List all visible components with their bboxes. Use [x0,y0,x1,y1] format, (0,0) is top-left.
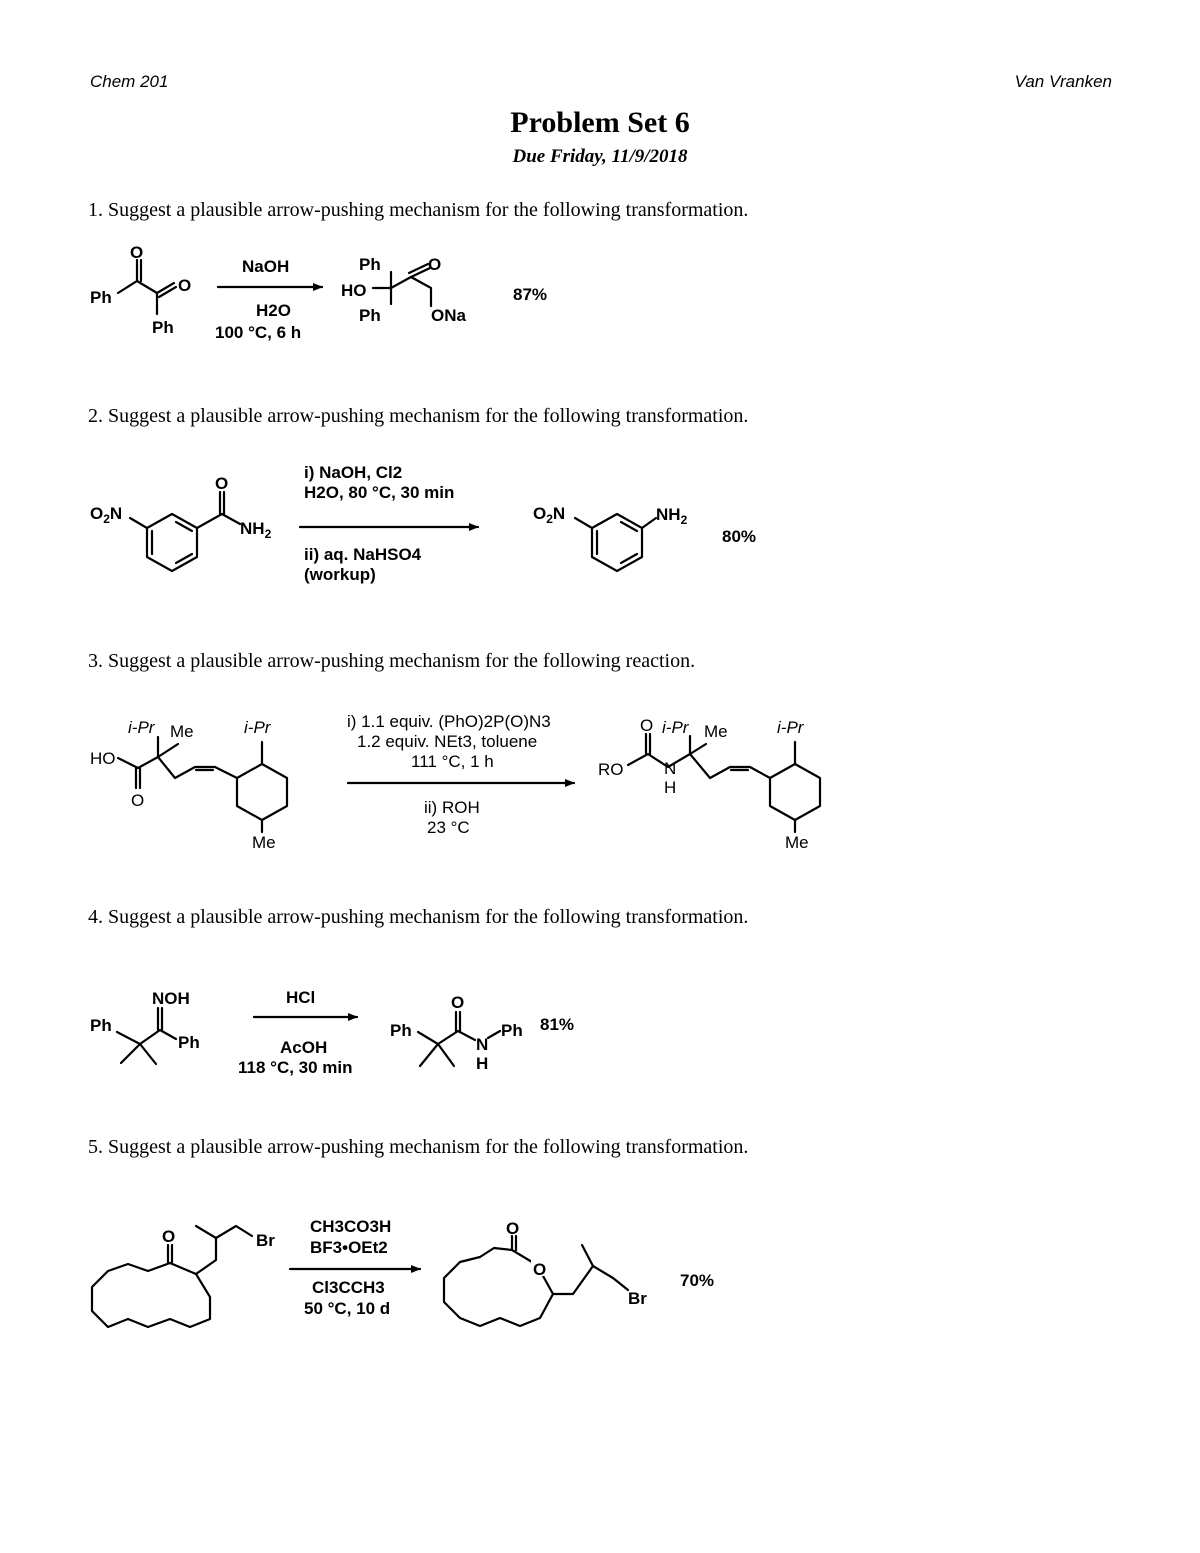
carboxylic-acid-structure [90,718,287,852]
reaction-5 [92,1217,714,1327]
reagent: 50 °C, 10 d [304,1299,391,1318]
atom-label: $O_2N$ [90,504,123,526]
atom-label: Ph [90,288,112,307]
amide-structure [390,993,523,1073]
atom-label: Ph [90,1016,112,1035]
reagent: Cl3CCH3 [312,1278,385,1297]
atom-label: Ph [501,1021,523,1040]
atom-label: $NH_2$ [656,505,688,527]
reagent: 23 °C [427,818,470,837]
atom-label: O [640,716,654,735]
atom-label: Ph [359,255,381,274]
atom-label: i-Pr [244,718,271,737]
reagent: (workup) [304,565,376,584]
nitroaniline-structure [533,504,688,571]
reagent: CH3CO3H [310,1217,392,1236]
reagent: H2O, 80 °C, 30 min [304,483,455,502]
page-title: Problem Set 6 [510,106,690,139]
atom-label: O [215,474,229,493]
atom-label: O [130,243,144,262]
atom-label: N [664,759,677,778]
atom-label: Ph [390,1021,412,1040]
atom-label: Me [704,722,728,741]
problem-1-text: 1. Suggest a plausible arrow-pushing mechanism for the following transformation. [88,199,749,221]
reagent: 100 °C, 6 h [215,323,302,342]
atom-label: H [664,778,677,797]
author-header: Van Vranken [1014,72,1112,91]
yield: 81% [540,1015,575,1034]
atom-label: ONa [431,306,466,325]
atom-label: HO [90,749,116,768]
carbamate-structure [598,716,820,852]
atom-label: O [451,993,465,1012]
reagent: BF3•OEt2 [310,1238,388,1257]
reagent: i) NaOH, Cl2 [304,463,403,482]
atom-label: O [533,1260,547,1279]
reaction-3 [90,712,820,852]
due-date: Due Friday, 11/9/2018 [512,146,688,167]
reagent: 111 °C, 1 h [411,752,494,771]
sodium-benzilate-structure [341,255,467,325]
reagent: 118 °C, 30 min [238,1058,353,1077]
reagent: i) 1.1 equiv. (PhO)2P(O)N3 [347,712,551,731]
atom-label: Me [170,722,194,741]
reaction-2 [90,463,756,584]
benzil-structure [90,243,191,337]
atom-label: O [506,1219,520,1238]
lactone-structure [444,1219,647,1326]
cyclododecanone-structure [92,1226,275,1327]
atom-label: Ph [152,318,174,337]
yield: 87% [513,285,548,304]
problem-5-text: 5. Suggest a plausible arrow-pushing mechanism for the following transformation. [88,1136,749,1158]
problem-2-text: 2. Suggest a plausible arrow-pushing mechanism for the following transformation. [88,405,749,427]
course-header: Chem 201 [90,72,169,91]
reagent: HCl [286,988,316,1007]
atom-label: i-Pr [662,718,689,737]
problem-3-text: 3. Suggest a plausible arrow-pushing mechanism for the following reaction. [88,650,696,672]
atom-label: NOH [152,989,190,1008]
problem-4-text: 4. Suggest a plausible arrow-pushing mechanism for the following transformation. [88,906,749,928]
atom-label: RO [598,760,624,779]
atom-label: Me [252,833,276,852]
yield: 80% [722,527,757,546]
atom-label: H [476,1054,489,1073]
reagent: AcOH [280,1038,328,1057]
reagent: NaOH [242,257,290,276]
reaction-1 [90,243,547,342]
atom-label: Br [256,1231,275,1250]
atom-label: i-Pr [777,718,804,737]
atom-label: O [162,1227,176,1246]
atom-label: Ph [359,306,381,325]
yield: 70% [680,1271,715,1290]
reagent: H2O [256,301,291,320]
reagent: 1.2 equiv. NEt3, toluene [357,732,538,751]
reagent: ii) aq. NaHSO4 [304,545,422,564]
reaction-4 [90,988,574,1077]
atom-label: $O_2N$ [533,504,566,526]
atom-label: Ph [178,1033,200,1052]
atom-label: Me [785,833,809,852]
atom-label: O [428,255,442,274]
atom-label: O [131,791,145,810]
atom-label: i-Pr [128,718,155,737]
atom-label: Br [628,1289,647,1308]
atom-label: N [476,1035,489,1054]
atom-label: O [178,276,192,295]
atom-label: $NH_2$ [240,519,272,541]
atom-label: HO [341,281,367,300]
oxime-structure [90,989,200,1064]
reagent: ii) ROH [424,798,480,817]
nitrobenzamide-structure [90,474,272,571]
